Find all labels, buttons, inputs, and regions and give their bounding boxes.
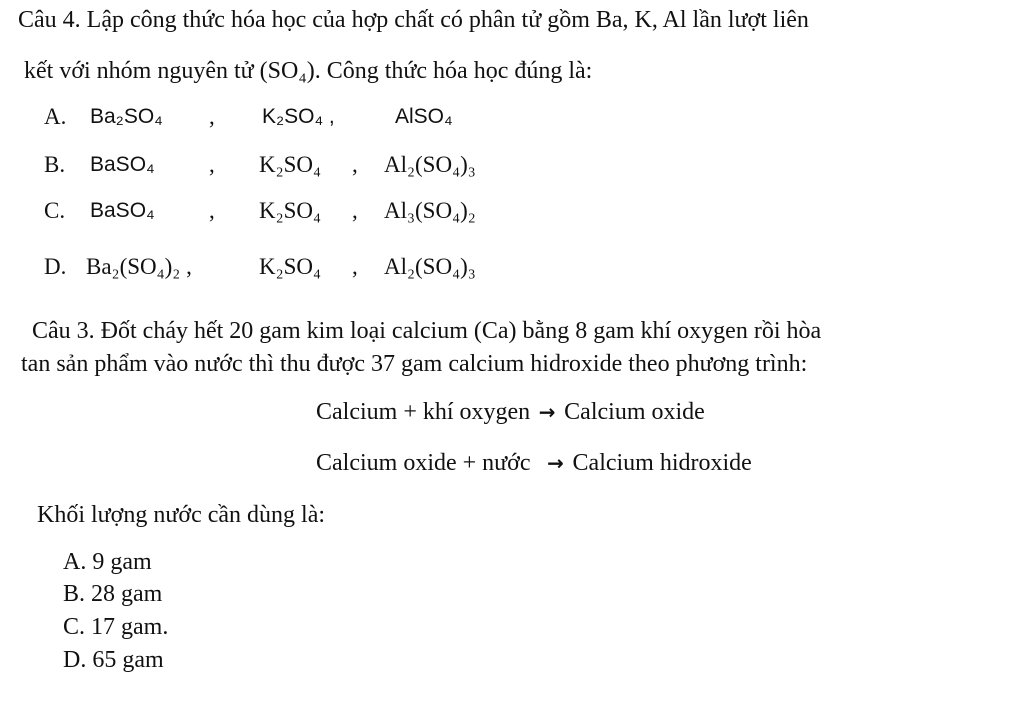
- equation-1-left: Calcium + khí oxygen: [316, 399, 531, 425]
- formula-3: AlSO₄: [395, 105, 453, 128]
- equation-1: [316, 400, 705, 424]
- formula-1: Ba₂(SO₄)₂ ,: [86, 254, 192, 279]
- q4-line-1: Câu 4. Lập công thức hóa học của hợp chất có phân tử gồm Ba, K, Al lần lượt liên: [18, 7, 809, 33]
- arrow-right-icon: →: [538, 400, 556, 424]
- separator: ,: [209, 198, 215, 223]
- q4-option-a: [44, 104, 453, 129]
- equation-2-left: Calcium oxide + nước: [316, 450, 531, 476]
- formula-1: BaSO₄: [90, 153, 155, 176]
- formula-2: K₂SO₄: [259, 152, 322, 177]
- q4-option-c: [44, 198, 476, 223]
- arrow-right-icon: →: [547, 451, 564, 475]
- separator: ,: [352, 152, 358, 177]
- formula-1: Ba₂SO₄: [90, 105, 163, 128]
- formula-1: BaSO₄: [90, 199, 155, 222]
- formula-2: K₂SO₄: [259, 198, 322, 223]
- option-label: C.: [44, 198, 66, 223]
- q3-line-1: Câu 3. Đốt cháy hết 20 gam kim loại calcium (Ca) bằng 8 gam khí oxygen rồi hòa: [32, 318, 822, 344]
- formula-3: Al₃(SO₄)₂: [384, 198, 476, 223]
- equation-1-right: Calcium oxide: [564, 399, 705, 425]
- option-label: D.: [44, 254, 67, 279]
- separator: ,: [209, 152, 215, 177]
- q3-answer-a: A. 9 gam: [63, 549, 152, 575]
- q3-question: Khối lượng nước cần dùng là:: [37, 502, 326, 528]
- option-label: A.: [44, 104, 67, 129]
- q4-option-d: [44, 254, 476, 279]
- separator: ,: [209, 104, 215, 129]
- separator: ,: [352, 254, 358, 279]
- q3-answer-c: C. 17 gam.: [63, 614, 169, 640]
- equation-2: [316, 451, 752, 475]
- q3-answer-b: B. 28 gam: [63, 581, 163, 607]
- q3-answer-d: D. 65 gam: [63, 647, 164, 673]
- formula-2: K₂SO₄: [259, 254, 322, 279]
- formula-3: Al₂(SO₄)₃: [384, 254, 476, 279]
- q3-line-2: tan sản phẩm vào nước thì thu được 37 gam calcium hidroxide theo phương trình:: [21, 351, 808, 377]
- equation-2-right: Calcium hidroxide: [572, 450, 752, 476]
- formula-2: K₂SO₄ ,: [262, 105, 335, 128]
- option-label: B.: [44, 152, 66, 177]
- separator: ,: [352, 198, 358, 223]
- q4-line-2: kết với nhóm nguyên tử (SO₄). Công thức hóa học đúng là:: [24, 58, 593, 84]
- formula-3: Al₂(SO₄)₃: [384, 152, 476, 177]
- q4-option-b: [44, 152, 476, 177]
